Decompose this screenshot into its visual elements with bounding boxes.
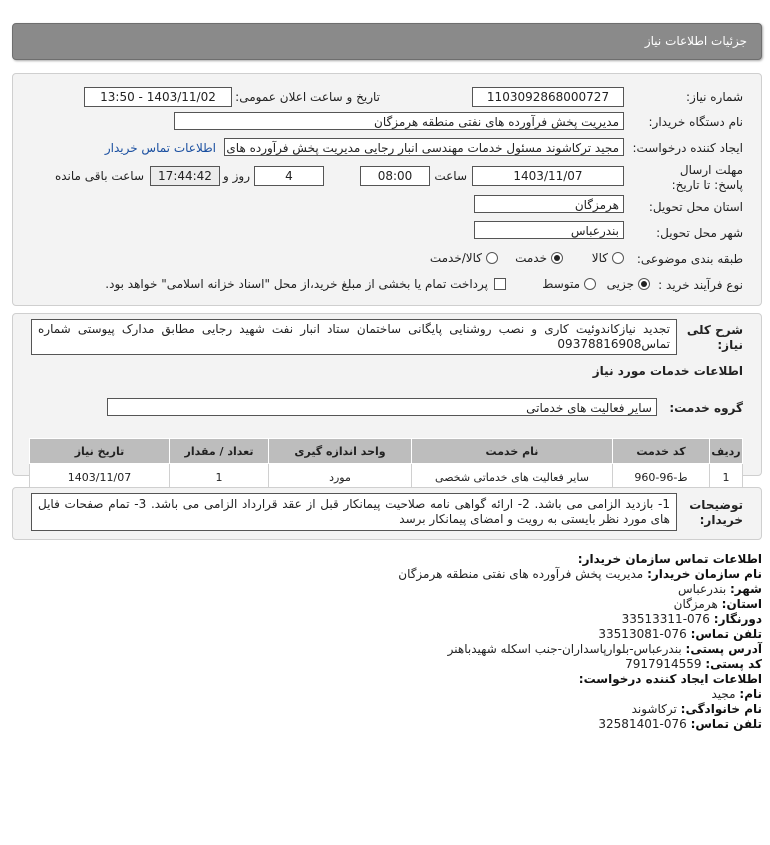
process-label: نوع فرآیند خرید : [658, 278, 743, 292]
table-header-row [30, 439, 743, 464]
service-group-label: گروه خدمت: [669, 401, 743, 415]
need-number-label: شماره نیاز: [686, 90, 743, 104]
deadline-label: مهلت ارسال پاسخ: تا تاریخ: [671, 163, 743, 192]
creator-phone: تلفن تماس: 076-32581401 [598, 717, 762, 731]
city-label: شهر محل تحویل: [656, 226, 743, 240]
creator-label: ایجاد کننده درخواست: [632, 141, 743, 155]
process-option-medium: متوسط [542, 277, 580, 291]
buyer-contact-link[interactable]: اطلاعات تماس خریدار [104, 141, 216, 155]
province-label: استان محل تحویل: [648, 200, 743, 214]
process-radio-minor[interactable] [638, 278, 650, 290]
treasury-payment-checkbox[interactable] [494, 278, 506, 290]
description-panel [12, 313, 762, 484]
creator-last-name: نام خانوادگی: ترکاشوند [631, 702, 762, 716]
creator-info-title: اطلاعات ایجاد کننده درخواست: [578, 672, 762, 686]
contact-org: نام سازمان خریدار: مدیریت پخش فرآورده های نفتی منطقه هرمزگان [398, 567, 762, 581]
deadline-date-field: 1403/11/07 [472, 166, 624, 186]
announce-date-field: 1403/11/02 - 13:50 [84, 87, 232, 107]
contact-title: اطلاعات تماس سازمان خریدار: [577, 552, 762, 566]
deadline-time-label: ساعت [434, 169, 467, 183]
buyer-org-label: نام دستگاه خریدار: [648, 115, 743, 129]
service-group-field: سایر فعالیت های خدماتی [107, 398, 657, 416]
description-label: شرح کلی نیاز: [686, 323, 743, 352]
deadline-time-field: 08:00 [360, 166, 430, 186]
description-text: تجدید نیازکاندوئیت کاری و نصب روشنایی پایگانی ساختمان ستاد انبار نفت شهید رجایی مطابق مدارک پیوستی شماره تماس09378816908 [31, 319, 677, 355]
col-need-date: تاریخ نیاز [30, 439, 170, 464]
city-field: بندرعباس [474, 221, 624, 239]
cell-unit: مورد [269, 464, 412, 491]
category-radio-service[interactable] [551, 252, 563, 264]
category-option-goods: کالا [591, 251, 608, 265]
category-radio-goods-service[interactable] [486, 252, 498, 264]
services-table [29, 438, 743, 491]
remaining-time-label: ساعت باقی مانده [54, 169, 144, 183]
contact-province: استان: هرمزگان [673, 597, 762, 611]
category-label: طبقه بندی موضوعی: [636, 252, 743, 266]
treasury-payment-note: پرداخت تمام یا بخشی از مبلغ خرید،از محل "اسناد خزانه اسلامی" خواهد بود. [105, 277, 488, 291]
category-option-goods-service: کالا/خدمت [429, 251, 482, 265]
need-info-panel [12, 73, 762, 306]
category-radio-goods[interactable] [612, 252, 624, 264]
cell-need-date: 1403/11/07 [30, 464, 170, 491]
notes-panel [12, 487, 762, 540]
col-quantity: تعداد / مقدار [170, 439, 269, 464]
announce-date-label: تاریخ و ساعت اعلان عمومی: [235, 90, 380, 104]
col-service-name: نام خدمت [412, 439, 613, 464]
remaining-time-field: 17:44:42 [150, 166, 220, 186]
page-header [12, 23, 762, 60]
contact-postal-code: کد پستی: 7917914559 [625, 657, 762, 671]
creator-first-name: نام: مجید [711, 687, 762, 701]
col-service-code: کد خدمت [613, 439, 710, 464]
col-unit: واحد اندازه گیری [269, 439, 412, 464]
col-row: ردیف [710, 439, 743, 464]
days-remaining-field: 4 [254, 166, 324, 186]
contact-city: شهر: بندرعباس [678, 582, 762, 596]
province-field: هرمزگان [474, 195, 624, 213]
contact-phone: تلفن تماس: 076-33513081 [598, 627, 762, 641]
cell-quantity: 1 [170, 464, 269, 491]
notes-text: 1- بازدید الزامی می باشد. 2- ارائه گواهی نامه صلاحیت پیمانکار قبل از عقد قرارداد الزامی می باشد. 3- تمام صفحات فایل های مورد نظر بایستی به رویت و امضای پیمانکار برسد [31, 493, 677, 531]
creator-field: مجید ترکاشوند مسئول خدمات مهندسی انبار رجایی مدیریت پخش فرآورده های [224, 138, 624, 156]
cell-service-name: سایر فعالیت های خدماتی شخصی [412, 464, 613, 491]
contact-fax: دورنگار: 076-33513311 [621, 612, 762, 626]
contact-address: آدرس پستی: بندرعباس-بلوارپاسداران-جنب اسکله شهیدباهنر [447, 642, 762, 656]
services-section-title: اطلاعات خدمات مورد نیاز [592, 364, 743, 378]
process-option-minor: جزیی [606, 277, 634, 291]
notes-label: توضیحات خریدار: [689, 498, 743, 527]
cell-row: 1 [710, 464, 743, 491]
process-radio-medium[interactable] [584, 278, 596, 290]
buyer-org-field: مدیریت پخش فرآورده های نفتی منطقه هرمزگان [174, 112, 624, 130]
page-title: جزئیات اطلاعات نیاز [644, 34, 747, 48]
days-label: روز و [223, 169, 250, 183]
category-option-service: خدمت [515, 251, 547, 265]
need-number-field: 1103092868000727 [472, 87, 624, 107]
cell-service-code: ط-96-960 [613, 464, 710, 491]
